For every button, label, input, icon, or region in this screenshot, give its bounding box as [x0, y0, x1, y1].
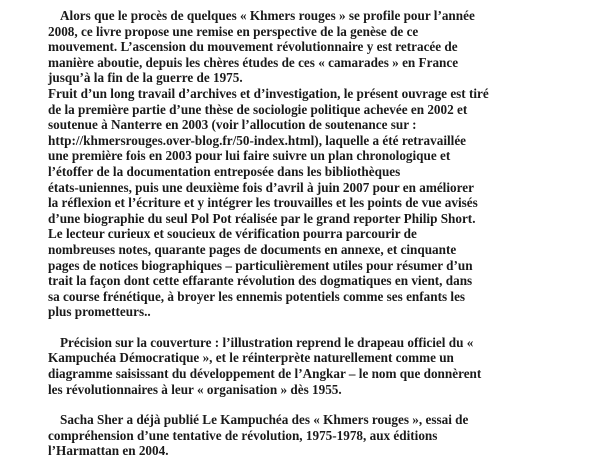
text-line: jusqu’à la fin de la guerre de 1975.	[48, 70, 243, 86]
text-line: d’une biographie du seul Pol Pot réalisée par le grand reporter Philip Short.	[48, 210, 476, 226]
text-line: Sacha Sher a déjà publié Le Kampuchéa des « Khmers rouges », essai de	[60, 412, 469, 428]
paragraph-research	[48, 86, 578, 320]
text-line: une première fois en 2003 pour lui faire suivre un plan chronologique et	[48, 148, 451, 164]
text-line: Fruit d’un long travail d’archives et d’investigation, le présent ouvrage est tiré	[48, 85, 489, 101]
text-line: nombreuses notes, quarante pages de documents en annexe, et cinquante	[48, 241, 457, 257]
text-line: de la première partie d’une thèse de sociologie politique achevée en 2002 et	[48, 101, 468, 117]
text-line: Le lecteur curieux et soucieux de vérification pourra parcourir de	[48, 226, 417, 242]
text-line: l’étoffer de la documentation entreposée dans les bibliothèques	[48, 163, 401, 179]
text-line: les révolutionnaires à leur « organisation » dès 1955.	[48, 381, 342, 397]
text-line: plus prometteurs..	[48, 304, 151, 320]
text-line: mouvement. L’ascension du mouvement révolutionnaire y est retracée de	[48, 39, 458, 55]
paragraph-author-note	[48, 412, 578, 459]
text-line: manière aboutie, depuis les chères études de ces « camarades » en France	[48, 54, 459, 70]
text-line: Précision sur la couverture : l’illustration reprend le drapeau officiel du «	[60, 334, 474, 350]
text-line: sa course frénétique, à broyer les ennemis potentiels comme ses enfants les	[48, 288, 466, 304]
text-line: pages de notices biographiques – particulièrement utiles pour résumer d’un	[48, 257, 473, 273]
text-line: l’Harmattan en 2004.	[48, 443, 169, 459]
paragraph-intro	[48, 8, 578, 86]
paragraph-cover-note	[48, 335, 578, 397]
text-line: Alors que le procès de quelques « Khmers rouges » se profile pour l’année	[60, 8, 475, 23]
text-line: diagramme saisissant du développement de l’Angkar – le nom que donnèrent	[48, 366, 482, 382]
text-line: http://khmersrouges.over-blog.fr/50-index.html), laquelle a été retravaillée	[48, 132, 467, 148]
text-line: Kampuchéa Démocratique », et le réinterprète naturellement comme un	[48, 350, 454, 366]
document-text	[48, 8, 578, 459]
paragraph-spacer	[48, 320, 578, 335]
paragraph-spacer	[48, 397, 578, 412]
text-line: états-uniennes, puis une deuxième fois d’avril à juin 2007 pour en améliorer	[48, 179, 474, 195]
text-line: compréhension d’une tentative de révolution, 1975-1978, aux éditions	[48, 427, 438, 443]
text-line: trait la façon dont cette effarante révolution des dogmatiques en vient, dans	[48, 273, 473, 289]
text-line: 2008, ce livre propose une remise en perspective de la genèse de ce	[48, 23, 419, 39]
text-line: la réflexion et l’écriture et y intégrer les trouvailles et les points de vue avisés	[48, 195, 478, 211]
text-line: soutenue à Nanterre en 2003 (voir l’allocution de soutenance sur :	[48, 117, 417, 133]
